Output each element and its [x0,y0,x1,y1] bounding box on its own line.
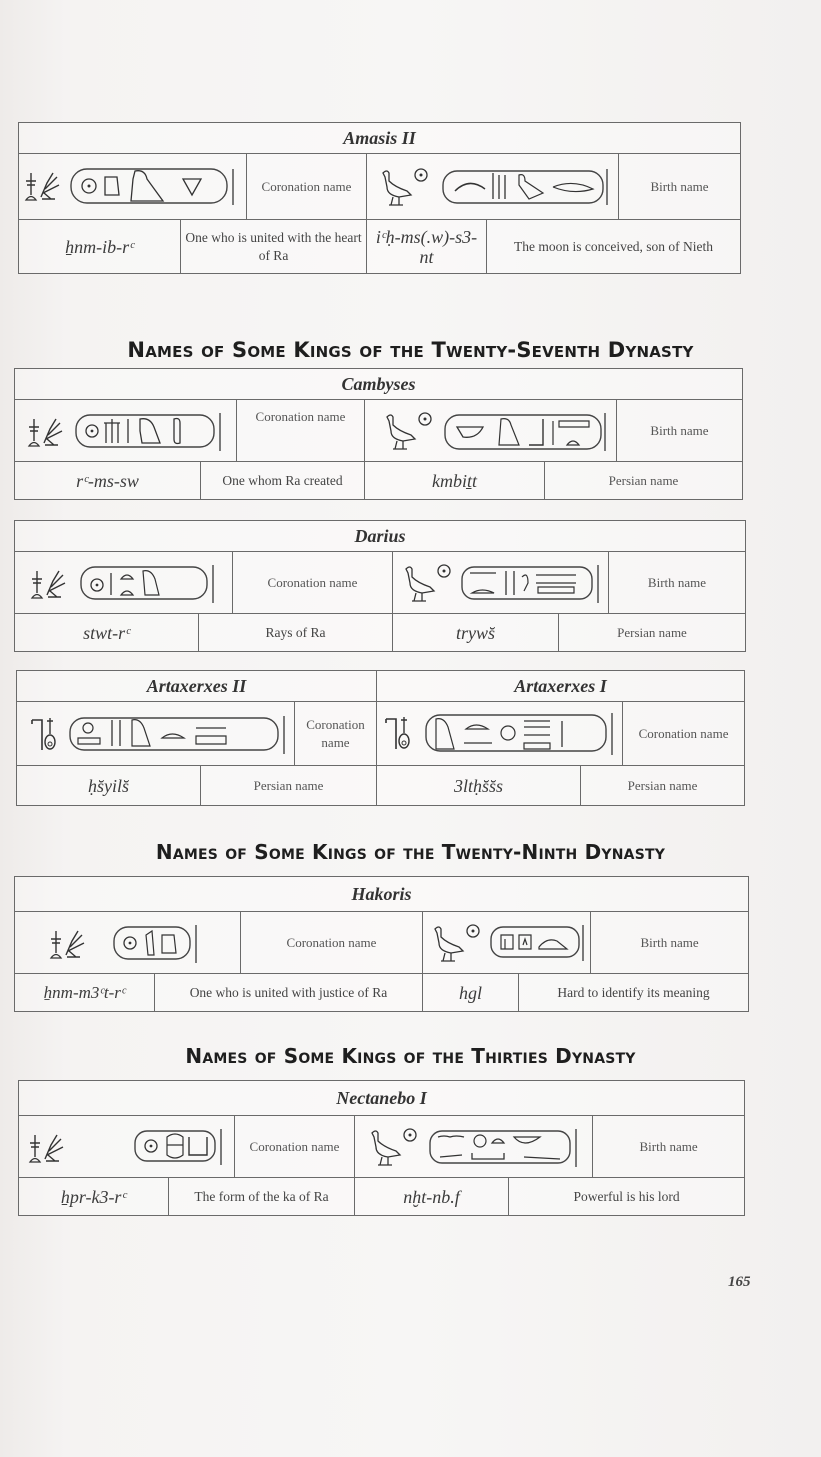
birth-transliteration: nḫt-nb.f [355,1178,509,1216]
coronation-label: Coronation name [241,912,423,974]
birth-hieroglyphs [423,912,591,974]
section-heading-30th-dynasty: Names of Some Kings of the Thirties Dynasty [185,1044,636,1068]
coronation-transliteration: ḥs̆yils̆ [17,766,201,806]
cartouche-icon [427,921,587,965]
birth-meaning: Powerful is his lord [509,1178,745,1216]
birth-transliteration: hgl [423,974,519,1012]
cartouche-icon [371,409,611,453]
coronation-hieroglyphs [15,912,241,974]
coronation-label: Coronation name [237,400,365,462]
coronation-label: Coronation name [235,1116,355,1178]
coronation-meaning: Rays of Ra [199,614,393,652]
birth-hieroglyphs [393,552,609,614]
king-table-cambyses [14,368,743,500]
birth-label: Birth name [593,1116,745,1178]
coronation-meaning: One who is united with the heart of Ra [181,220,367,274]
birth-transliteration: iᶜḥ-ms(.w)-s3-nt [367,220,487,274]
cartouche-icon [373,165,613,209]
cartouche-icon [26,409,226,453]
birth-meaning: Persian name [545,462,743,500]
cartouche-icon [27,1125,227,1169]
birth-transliteration: tryws̆ [393,614,559,652]
coronation-hieroglyphs [377,702,623,766]
cartouche-icon [364,1125,584,1169]
section-heading-29th-dynasty: Names of Some Kings of the Twenty-Ninth Dynasty [155,840,666,864]
coronation-transliteration: rᶜ-ms-sw [15,462,201,500]
king-table-darius [14,520,746,652]
king-name: Darius [15,521,746,552]
page-number: 165 [728,1274,751,1290]
king-name: Cambyses [15,369,743,400]
coronation-label: Coronation name [247,154,367,220]
cartouche-icon [48,921,208,965]
cartouche-icon [380,711,620,757]
cartouche-icon [396,561,606,605]
coronation-hieroglyphs [19,1116,235,1178]
coronation-meaning: Persian name [581,766,745,806]
birth-hieroglyphs [365,400,617,462]
king-table-artaxerxes [16,670,745,806]
coronation-hieroglyphs [17,702,295,766]
birth-hieroglyphs [355,1116,593,1178]
coronation-label: Coronation name [233,552,393,614]
cartouche-icon [29,561,219,605]
king-name: Hakoris [15,877,749,912]
birth-label: Birth name [617,400,743,462]
birth-hieroglyphs [367,154,619,220]
birth-meaning: The moon is conceived, son of Nieth [487,220,741,274]
king-table-nectanebo-i [18,1080,745,1216]
cartouche-icon [26,712,286,756]
king-name: Artaxerxes II [17,671,377,702]
coronation-meaning: The form of the ka of Ra [169,1178,355,1216]
coronation-hieroglyphs [15,400,237,462]
coronation-meaning: One who is united with justice of Ra [155,974,423,1012]
section-heading-27th-dynasty: Names of Some Kings of the Twenty-Seventh Dynasty [127,338,694,362]
birth-label: Birth name [619,154,741,220]
king-name: Artaxerxes I [377,671,745,702]
coronation-transliteration: 3ltḥs̆s̆s [377,766,581,806]
coronation-transliteration: ẖpr-k3-rᶜ [19,1178,169,1216]
cartouche-icon [23,165,243,209]
birth-label: Birth name [609,552,746,614]
king-table-hakoris [14,876,749,1012]
birth-label: Birth name [591,912,749,974]
coronation-label: Coronation name [295,702,377,766]
birth-transliteration: kmbiṯt [365,462,545,500]
birth-meaning: Persian name [559,614,746,652]
king-table-amasis-ii [18,122,741,274]
coronation-hieroglyphs [15,552,233,614]
king-name: Amasis II [19,123,741,154]
coronation-meaning: Persian name [201,766,377,806]
coronation-label: Coronation name [623,702,745,766]
coronation-hieroglyphs [19,154,247,220]
coronation-transliteration: ẖnm-m3ᶜt-rᶜ [15,974,155,1012]
birth-meaning: Hard to identify its meaning [519,974,749,1012]
king-name: Nectanebo I [19,1081,745,1116]
coronation-transliteration: stwt-rᶜ [15,614,199,652]
coronation-transliteration: ẖnm-ib-rᶜ [19,220,181,274]
coronation-meaning: One whom Ra created [201,462,365,500]
